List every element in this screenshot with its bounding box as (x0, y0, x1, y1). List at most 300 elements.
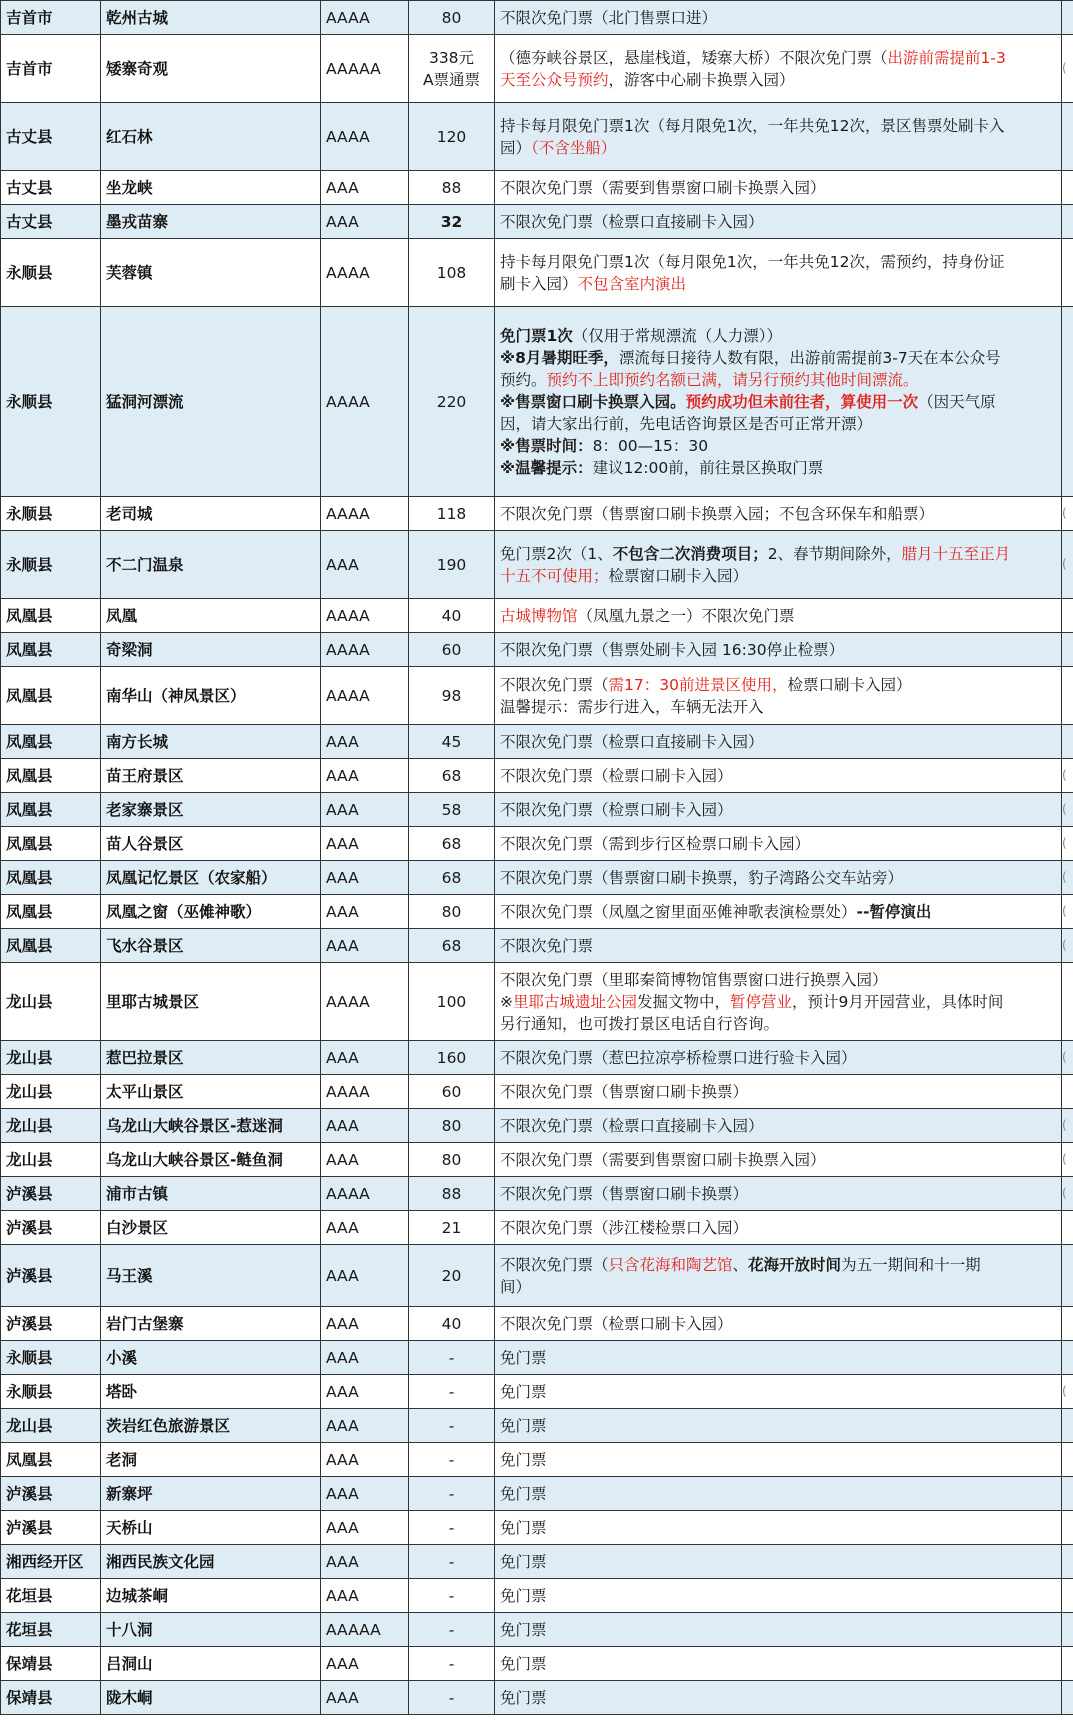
policy-line: 十五不可使用；检票窗口刷卡入园） (500, 566, 749, 585)
grade-cell: AAA (321, 1245, 409, 1307)
cropped-column-cell: ( (1062, 531, 1073, 599)
policy-line: 园）（不含坐船） (500, 138, 617, 157)
county-cell: 凤凰县 (1, 861, 101, 895)
price-cell: 80 (409, 895, 495, 929)
table-row (1, 1041, 1073, 1075)
ticket-policy-cell (495, 599, 1062, 633)
table-row (1, 35, 1073, 103)
policy-line: 不限次免门票（惹巴拉凉亭桥检票口进行验卡入园） (500, 1048, 857, 1067)
scenic-name-cell: 茨岩红色旅游景区 (101, 1409, 321, 1443)
price-cell: - (409, 1681, 495, 1715)
county-cell: 永顺县 (1, 239, 101, 307)
ticket-policy-cell (495, 1341, 1062, 1375)
county-cell: 永顺县 (1, 1375, 101, 1409)
county-cell: 龙山县 (1, 1109, 101, 1143)
table-body (1, 1, 1073, 1715)
grade-cell: AAAA (321, 633, 409, 667)
policy-line: 不限次免门票（检票口刷卡入园） (500, 800, 733, 819)
county-cell: 永顺县 (1, 531, 101, 599)
price-cell: 68 (409, 861, 495, 895)
table-row (1, 963, 1073, 1041)
price-cell: 68 (409, 759, 495, 793)
scenic-name-cell: 陇木峒 (101, 1681, 321, 1715)
county-cell: 凤凰县 (1, 725, 101, 759)
ticket-policy-cell (495, 1511, 1062, 1545)
policy-line: 免门票 (500, 1450, 547, 1469)
scenic-name-cell: 新寨坪 (101, 1477, 321, 1511)
ticket-policy-cell (495, 205, 1062, 239)
county-cell: 保靖县 (1, 1647, 101, 1681)
cropped-column-cell (1062, 1, 1073, 35)
price-cell: 88 (409, 171, 495, 205)
cropped-column-cell (1062, 1647, 1073, 1681)
price-cell: 68 (409, 827, 495, 861)
policy-line: 不限次免门票 (500, 936, 594, 955)
policy-line: 不限次免门票（北门售票口进） (500, 8, 718, 27)
county-cell: 古丈县 (1, 171, 101, 205)
grade-cell: AAA (321, 1375, 409, 1409)
ticket-policy-cell (495, 1579, 1062, 1613)
table-row (1, 1075, 1073, 1109)
grade-cell: AAAA (321, 307, 409, 497)
county-cell: 泸溪县 (1, 1177, 101, 1211)
price-cell: 338元 A票通票 (409, 35, 495, 103)
table-row (1, 239, 1073, 307)
county-cell: 泸溪县 (1, 1211, 101, 1245)
ticket-policy-cell (495, 1109, 1062, 1143)
cropped-column-cell (1062, 307, 1073, 497)
ticket-policy-cell (495, 929, 1062, 963)
county-cell: 泸溪县 (1, 1307, 101, 1341)
scenic-name-cell: 老洞 (101, 1443, 321, 1477)
county-cell: 凤凰县 (1, 895, 101, 929)
county-cell: 凤凰县 (1, 759, 101, 793)
table-row (1, 599, 1073, 633)
policy-line: 不限次免门票（售票窗口刷卡换票） (500, 1184, 749, 1203)
table-row (1, 827, 1073, 861)
price-cell: - (409, 1647, 495, 1681)
policy-line: 不限次免门票（凤凰之窗里面巫傩神歌表演检票处）--暂停演出 (500, 902, 932, 921)
cropped-column-cell (1062, 1307, 1073, 1341)
policy-line: ※温馨提示：建议12:00前，前往景区换取门票 (500, 458, 824, 477)
scenic-name-cell: 边城茶峒 (101, 1579, 321, 1613)
price-cell: - (409, 1545, 495, 1579)
policy-line: 温馨提示：需步行进入，车辆无法开入 (500, 697, 764, 716)
county-cell: 凤凰县 (1, 633, 101, 667)
policy-line: 另行通知，也可拨打景区电话自行咨询。 (500, 1014, 780, 1033)
policy-line: 间） (500, 1277, 532, 1296)
ticket-policy-cell (495, 497, 1062, 531)
policy-line: 不限次免门票（检票口刷卡入园） (500, 1314, 733, 1333)
scenic-name-cell: 芙蓉镇 (101, 239, 321, 307)
price-cell: - (409, 1375, 495, 1409)
table-row (1, 1613, 1073, 1647)
scenic-name-cell: 奇梁洞 (101, 633, 321, 667)
grade-cell: AAAA (321, 599, 409, 633)
scenic-name-cell: 红石林 (101, 103, 321, 171)
cropped-column-cell: ( (1062, 35, 1073, 103)
price-cell: 88 (409, 1177, 495, 1211)
grade-cell: AAA (321, 929, 409, 963)
scenic-name-cell: 凤凰 (101, 599, 321, 633)
cropped-column-cell (1062, 1545, 1073, 1579)
policy-line: 不限次免门票（售票窗口刷卡换票入园；不包含环保车和船票） (500, 504, 935, 523)
table-row (1, 759, 1073, 793)
ticket-policy-cell (495, 725, 1062, 759)
ticket-policy-cell (495, 1075, 1062, 1109)
cropped-column-cell (1062, 103, 1073, 171)
table-row (1, 667, 1073, 725)
cropped-column-cell (1062, 725, 1073, 759)
grade-cell: AAA (321, 205, 409, 239)
county-cell: 龙山县 (1, 1041, 101, 1075)
scenic-name-cell: 十八洞 (101, 1613, 321, 1647)
table-row (1, 1579, 1073, 1613)
policy-line: 不限次免门票（售票窗口刷卡换票） (500, 1082, 749, 1101)
county-cell: 泸溪县 (1, 1477, 101, 1511)
price-cell: 20 (409, 1245, 495, 1307)
ticket-policy-cell (495, 1545, 1062, 1579)
table-row (1, 1681, 1073, 1715)
price-cell: 60 (409, 633, 495, 667)
county-cell: 泸溪县 (1, 1245, 101, 1307)
policy-line: 免门票 (500, 1382, 547, 1401)
grade-cell: AAA (321, 1409, 409, 1443)
ticket-policy-cell (495, 1681, 1062, 1715)
ticket-policy-cell (495, 1443, 1062, 1477)
policy-line: 免门票 (500, 1688, 547, 1707)
policy-line: 免门票 (500, 1518, 547, 1537)
table-row (1, 1245, 1073, 1307)
price-cell: - (409, 1579, 495, 1613)
grade-cell: AAA (321, 1341, 409, 1375)
cropped-column-cell (1062, 963, 1073, 1041)
cropped-column-cell (1062, 205, 1073, 239)
grade-cell: AAA (321, 827, 409, 861)
scenic-name-cell: 岩门古堡寨 (101, 1307, 321, 1341)
policy-line: ※里耶古城遗址公园发掘文物中，暂停营业，预计9月开园营业，具体时间 (500, 992, 1004, 1011)
scenic-name-cell: 苗人谷景区 (101, 827, 321, 861)
ticket-policy-cell (495, 861, 1062, 895)
cropped-column-cell (1062, 1409, 1073, 1443)
ticket-policy-cell (495, 793, 1062, 827)
county-cell: 永顺县 (1, 497, 101, 531)
grade-cell: AAA (321, 793, 409, 827)
policy-line: 不限次免门票（只含花海和陶艺馆、花海开放时间为五一期间和十一期 (500, 1255, 981, 1274)
ticket-policy-cell (495, 827, 1062, 861)
scenic-name-cell: 白沙景区 (101, 1211, 321, 1245)
grade-cell: AAA (321, 1143, 409, 1177)
table-row (1, 1177, 1073, 1211)
cropped-column-cell: ( (1062, 1041, 1073, 1075)
ticket-policy-cell (495, 1647, 1062, 1681)
price-cell: 60 (409, 1075, 495, 1109)
cropped-column-cell: ( (1062, 1143, 1073, 1177)
scenic-name-cell: 不二门温泉 (101, 531, 321, 599)
scenic-name-cell: 湘西民族文化园 (101, 1545, 321, 1579)
cropped-column-cell: ( (1062, 861, 1073, 895)
cropped-column-cell: ( (1062, 759, 1073, 793)
price-cell: 160 (409, 1041, 495, 1075)
price-cell: 118 (409, 497, 495, 531)
scenic-name-cell: 矮寨奇观 (101, 35, 321, 103)
price-cell: 32 (409, 205, 495, 239)
table-row (1, 497, 1073, 531)
policy-line: 持卡每月限免门票1次（每月限免1次，一年共免12次，需预约，持身份证 (500, 252, 1005, 271)
cropped-column-cell (1062, 239, 1073, 307)
grade-cell: AAA (321, 1545, 409, 1579)
policy-line: 不限次免门票（检票口直接刷卡入园） (500, 732, 764, 751)
table-row (1, 1647, 1073, 1681)
ticket-policy-cell (495, 171, 1062, 205)
cropped-column-cell (1062, 171, 1073, 205)
cropped-column-cell (1062, 1681, 1073, 1715)
policy-line: 不限次免门票（检票口直接刷卡入园） (500, 212, 764, 231)
policy-line: 免门票 (500, 1586, 547, 1605)
cropped-column-cell (1062, 1211, 1073, 1245)
scenic-name-cell: 南方长城 (101, 725, 321, 759)
ticket-policy-cell (495, 963, 1062, 1041)
grade-cell: AAA (321, 725, 409, 759)
scenic-name-cell: 猛洞河漂流 (101, 307, 321, 497)
table-row (1, 1143, 1073, 1177)
policy-line: 天至公众号预约，游客中心刷卡换票入园） (500, 70, 795, 89)
grade-cell: AAAAA (321, 35, 409, 103)
price-cell: - (409, 1409, 495, 1443)
ticket-policy-cell (495, 1477, 1062, 1511)
price-cell: - (409, 1341, 495, 1375)
ticket-policy-cell (495, 667, 1062, 725)
price-cell: 21 (409, 1211, 495, 1245)
table-row (1, 1477, 1073, 1511)
county-cell: 泸溪县 (1, 1511, 101, 1545)
table-row (1, 1375, 1073, 1409)
grade-cell: AAA (321, 1477, 409, 1511)
cropped-column-cell (1062, 667, 1073, 725)
policy-line: （德夯峡谷景区，悬崖栈道，矮寨大桥）不限次免门票（出游前需提前1-3 (500, 48, 1006, 67)
price-cell: 120 (409, 103, 495, 171)
ticket-policy-cell (495, 759, 1062, 793)
grade-cell: AAAA (321, 1, 409, 35)
ticket-policy-cell (495, 35, 1062, 103)
cropped-column-cell: ( (1062, 929, 1073, 963)
table-row (1, 861, 1073, 895)
cropped-column-cell (1062, 1613, 1073, 1647)
ticket-policy-cell (495, 1245, 1062, 1307)
scenic-name-cell: 老司城 (101, 497, 321, 531)
scenic-name-cell: 浦市古镇 (101, 1177, 321, 1211)
table-row (1, 1341, 1073, 1375)
cropped-column-cell (1062, 1245, 1073, 1307)
table-row (1, 1, 1073, 35)
policy-line: 持卡每月限免门票1次（每月限免1次，一年共免12次，景区售票处刷卡入 (500, 116, 1005, 135)
price-cell: - (409, 1511, 495, 1545)
policy-line: 不限次免门票（售票处刷卡入园 16:30停止检票） (500, 640, 845, 659)
scenic-name-cell: 南华山（神凤景区） (101, 667, 321, 725)
price-cell: - (409, 1477, 495, 1511)
grade-cell: AAA (321, 1511, 409, 1545)
county-cell: 龙山县 (1, 1075, 101, 1109)
ticket-policy-cell (495, 1177, 1062, 1211)
grade-cell: AAA (321, 861, 409, 895)
cropped-column-cell: ( (1062, 827, 1073, 861)
county-cell: 保靖县 (1, 1681, 101, 1715)
table-row (1, 1109, 1073, 1143)
ticket-policy-cell (495, 531, 1062, 599)
price-cell: - (409, 1613, 495, 1647)
table-row (1, 1307, 1073, 1341)
cropped-column-cell: ( (1062, 793, 1073, 827)
policy-line: 免门票 (500, 1552, 547, 1571)
grade-cell: AAAA (321, 963, 409, 1041)
ticket-policy-cell (495, 307, 1062, 497)
cropped-column-cell: ( (1062, 1109, 1073, 1143)
cropped-column-cell (1062, 633, 1073, 667)
grade-cell: AAAA (321, 239, 409, 307)
county-cell: 古丈县 (1, 103, 101, 171)
grade-cell: AAA (321, 759, 409, 793)
price-cell: 80 (409, 1109, 495, 1143)
price-cell: 68 (409, 929, 495, 963)
cropped-column-cell (1062, 1579, 1073, 1613)
scenic-name-cell: 墨戎苗寨 (101, 205, 321, 239)
county-cell: 龙山县 (1, 1409, 101, 1443)
scenic-name-cell: 凤凰之窗（巫傩神歌） (101, 895, 321, 929)
policy-line: 免门票 (500, 1654, 547, 1673)
county-cell: 龙山县 (1, 1143, 101, 1177)
county-cell: 凤凰县 (1, 667, 101, 725)
ticket-policy-cell (495, 1307, 1062, 1341)
policy-line: 不限次免门票（里耶秦简博物馆售票窗口进行换票入园） (500, 970, 888, 989)
scenic-name-cell: 老家寨景区 (101, 793, 321, 827)
grade-cell: AAA (321, 1681, 409, 1715)
county-cell: 凤凰县 (1, 599, 101, 633)
grade-cell: AAAA (321, 103, 409, 171)
ticket-policy-cell (495, 1375, 1062, 1409)
table-row (1, 725, 1073, 759)
price-cell: 40 (409, 1307, 495, 1341)
table-row (1, 171, 1073, 205)
policy-line: 不限次免门票（需17：30前进景区使用，检票口刷卡入园） (500, 675, 912, 694)
county-cell: 凤凰县 (1, 827, 101, 861)
cropped-column-cell (1062, 1443, 1073, 1477)
table-row (1, 103, 1073, 171)
table-row (1, 793, 1073, 827)
cropped-column-cell: ( (1062, 497, 1073, 531)
policy-line: 免门票 (500, 1348, 547, 1367)
scenic-name-cell: 吕洞山 (101, 1647, 321, 1681)
table-row (1, 895, 1073, 929)
county-cell: 凤凰县 (1, 1443, 101, 1477)
table-row (1, 1545, 1073, 1579)
grade-cell: AAA (321, 1109, 409, 1143)
grade-cell: AAAA (321, 667, 409, 725)
ticket-policy-cell (495, 103, 1062, 171)
grade-cell: AAAA (321, 1177, 409, 1211)
scenic-name-cell: 马王溪 (101, 1245, 321, 1307)
ticket-policy-cell (495, 239, 1062, 307)
policy-line: 不限次免门票（检票口直接刷卡入园） (500, 1116, 764, 1135)
cropped-column-cell (1062, 1075, 1073, 1109)
table-row (1, 929, 1073, 963)
ticket-policy-cell (495, 1041, 1062, 1075)
grade-cell: AAAA (321, 497, 409, 531)
county-cell: 花垣县 (1, 1579, 101, 1613)
ticket-policy-cell (495, 1, 1062, 35)
scenic-name-cell: 惹巴拉景区 (101, 1041, 321, 1075)
policy-line: 免门票 (500, 1620, 547, 1639)
table-row (1, 307, 1073, 497)
cropped-column-cell: ( (1062, 1375, 1073, 1409)
grade-cell: AAA (321, 1307, 409, 1341)
policy-line: 免门票1次（仅用于常规漂流（人力漂）） (500, 326, 783, 345)
table-row (1, 1409, 1073, 1443)
cropped-column-cell (1062, 1341, 1073, 1375)
policy-line: 不限次免门票（售票窗口刷卡换票，豹子湾路公交车站旁） (500, 868, 904, 887)
ticket-policy-cell (495, 1409, 1062, 1443)
grade-cell: AAA (321, 1211, 409, 1245)
policy-line: 不限次免门票（涉江楼检票口入园） (500, 1218, 749, 1237)
policy-line: 免门票 (500, 1484, 547, 1503)
policy-line: 不限次免门票（需要到售票窗口刷卡换票入园） (500, 178, 826, 197)
price-cell: - (409, 1443, 495, 1477)
price-cell: 190 (409, 531, 495, 599)
ticket-policy-cell (495, 1211, 1062, 1245)
scenic-name-cell: 小溪 (101, 1341, 321, 1375)
table-row (1, 531, 1073, 599)
policy-line: 不限次免门票（需到步行区检票口刷卡入园） (500, 834, 811, 853)
scenic-name-cell: 塔卧 (101, 1375, 321, 1409)
ticket-policy-cell (495, 1143, 1062, 1177)
table-row (1, 1211, 1073, 1245)
scenic-name-cell: 太平山景区 (101, 1075, 321, 1109)
policy-line: 不限次免门票（检票口刷卡入园） (500, 766, 733, 785)
scenic-name-cell: 天桥山 (101, 1511, 321, 1545)
scenic-name-cell: 飞水谷景区 (101, 929, 321, 963)
county-cell: 凤凰县 (1, 929, 101, 963)
scenic-name-cell: 凤凰记忆景区（农家船） (101, 861, 321, 895)
policy-line: 预约。预约不上即预约名额已满，请另行预约其他时间漂流。 (500, 370, 919, 389)
policy-line: 免门票2次（1、不包含二次消费项目；2、春节期间除外，腊月十五至正月 (500, 544, 1011, 563)
ticket-policy-cell (495, 633, 1062, 667)
ticket-policy-cell (495, 1613, 1062, 1647)
price-cell: 80 (409, 1143, 495, 1177)
cropped-column-cell (1062, 599, 1073, 633)
price-cell: 45 (409, 725, 495, 759)
table-row (1, 633, 1073, 667)
grade-cell: AAA (321, 895, 409, 929)
table-row (1, 1511, 1073, 1545)
policy-line: ※8月暑期旺季，漂流每日接待人数有限，出游前需提前3-7天在本公众号 (500, 348, 1001, 367)
county-cell: 永顺县 (1, 307, 101, 497)
county-cell: 吉首市 (1, 1, 101, 35)
table-row (1, 1443, 1073, 1477)
cropped-column-cell: ( (1062, 1177, 1073, 1211)
grade-cell: AAA (321, 1647, 409, 1681)
scenic-name-cell: 乾州古城 (101, 1, 321, 35)
grade-cell: AAA (321, 531, 409, 599)
county-cell: 龙山县 (1, 963, 101, 1041)
policy-line: 因，请大家出行前，先电话咨询景区是否可正常开漂） (500, 414, 873, 433)
policy-line: 不限次免门票（需要到售票窗口刷卡换票入园） (500, 1150, 826, 1169)
county-cell: 湘西经开区 (1, 1545, 101, 1579)
grade-cell: AAA (321, 171, 409, 205)
price-cell: 80 (409, 1, 495, 35)
policy-line: 免门票 (500, 1416, 547, 1435)
cropped-column-cell (1062, 1511, 1073, 1545)
policy-line: 刷卡入园）不包含室内演出 (500, 274, 687, 293)
scenic-name-cell: 乌龙山大峡谷景区-惹迷洞 (101, 1109, 321, 1143)
